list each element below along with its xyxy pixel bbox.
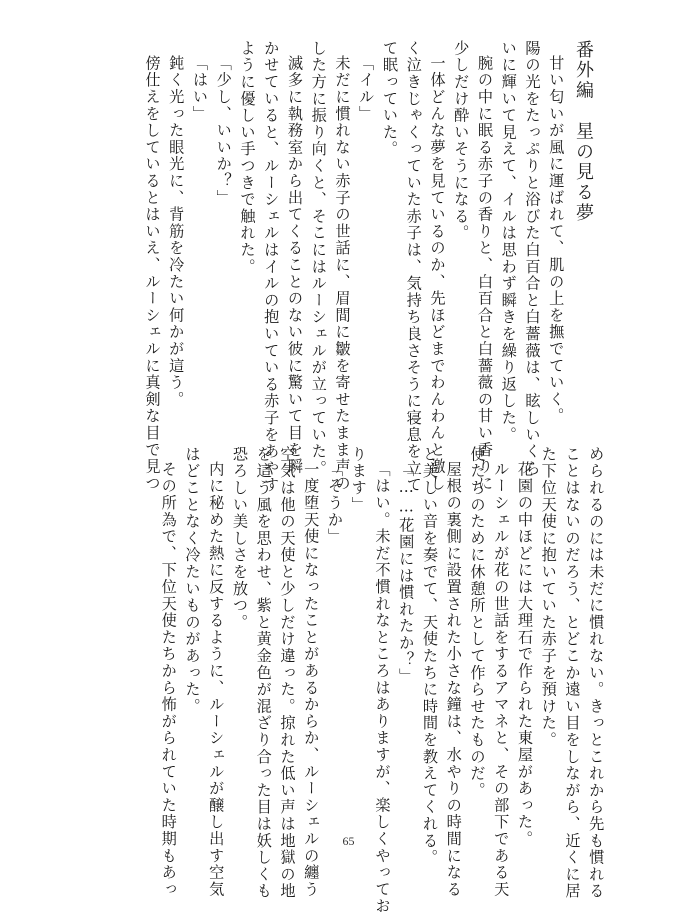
top-line: 滅多に執務室から出てくることのない彼に驚いて目を瞬 [285, 55, 304, 475]
bottom-line: ルーシェルが花の世話をするアマネと、その部下である天 [492, 461, 511, 898]
bottom-line: はどことなく冷たいものがあった。 [183, 446, 202, 715]
bottom-line: められるのには未だに慣れない。きっとこれから先も慣れる [587, 446, 606, 900]
bottom-line: 屋根の裏側に設置された小さな鐘は、水やりの時間になる [444, 461, 463, 898]
page-number: 65 [342, 834, 355, 848]
top-line: 腕の中に眠る赤子の香りと、白百合と白薔薇の甘い香りに [475, 55, 494, 492]
bottom-line: 「はい。未だ不慣れなところはありますが、楽しくやってお [373, 461, 392, 915]
top-line: 未だに慣れない赤子の世話に、眉間に皺を寄せたまま声の [333, 55, 352, 492]
top-line: 甘い匂いが風に運ばれて、肌の上を撫でていく。 [547, 55, 566, 425]
top-line: 「はい」 [190, 55, 209, 123]
bottom-line: ります」 [349, 446, 368, 514]
bottom-line: その所為で、下位天使たちから怖がられていた時期もあっ [159, 461, 178, 898]
top-line: 「イル」 [357, 55, 376, 123]
bottom-line: 「そうか」 [325, 461, 344, 545]
top-line: ように優しい手つきで触れた。 [238, 40, 257, 276]
bottom-line: ことはないのだろう、とどこか遠い目をしながら、近くに居 [563, 446, 582, 900]
bottom-line: 恐ろしい美しさを放つ。 [230, 446, 249, 631]
bottom-line: 「……花園には慣れたか？」 [397, 461, 416, 685]
top-line: 傍仕えをしているとはいえ、ルーシェルに真剣な目で見つ [143, 55, 162, 492]
bottom-line: 花園の中ほどには大理石で作られた東屋があった。 [515, 461, 534, 848]
top-line: いに輝いて見えて、イルは思わず瞬きを繰り返した。 [499, 40, 518, 444]
bottom-line: 空気は他の天使と少しだけ違った。掠れた低い声は地獄の地 [278, 446, 297, 900]
top-line: 「少し、いいか？」 [214, 55, 233, 207]
bottom-line: 使たちのために休憩所として作らせたものだ。 [468, 446, 487, 799]
top-line: 一体どんな夢を見ているのか、先ほどまでわんわんと激し [428, 55, 447, 492]
top-line: した方に振り向くと、そこにはルーシェルが立っていた。 [309, 40, 328, 477]
top-line: かせていると、ルーシェルはイルの抱いている赤子をあやす [262, 40, 281, 494]
chapter-title: 番外編 星の見る夢 [573, 40, 594, 224]
bottom-line: た下位天使に抱いていた赤子を預けた。 [539, 446, 558, 749]
top-line: て眠っていた。 [380, 40, 399, 158]
top-line: く泣きじゃくっていた赤子は、気持ち良さそうに寝息を立て [404, 40, 423, 494]
top-line: 陽の光をたっぷりと浴びた白百合と白薔薇は、眩しいくら [523, 40, 542, 477]
bottom-line: を這う風を思わせ、紫と黄金色が混ざり合った目は妖しくも [254, 446, 273, 900]
bottom-line: 一度堕天使になったことがあるからか、ルーシェルの纏う [302, 461, 321, 898]
top-line: 少しだけ酔いそうになる。 [452, 40, 471, 242]
bottom-line: 内に秘めた熱に反するように、ルーシェルが醸し出す空気 [207, 461, 226, 898]
bottom-line: と美しい音を奏でて、天使たちに時間を教えてくれる。 [420, 446, 439, 866]
top-line: 鈍く光った眼光に、背筋を冷たい何かが這う。 [167, 55, 186, 408]
